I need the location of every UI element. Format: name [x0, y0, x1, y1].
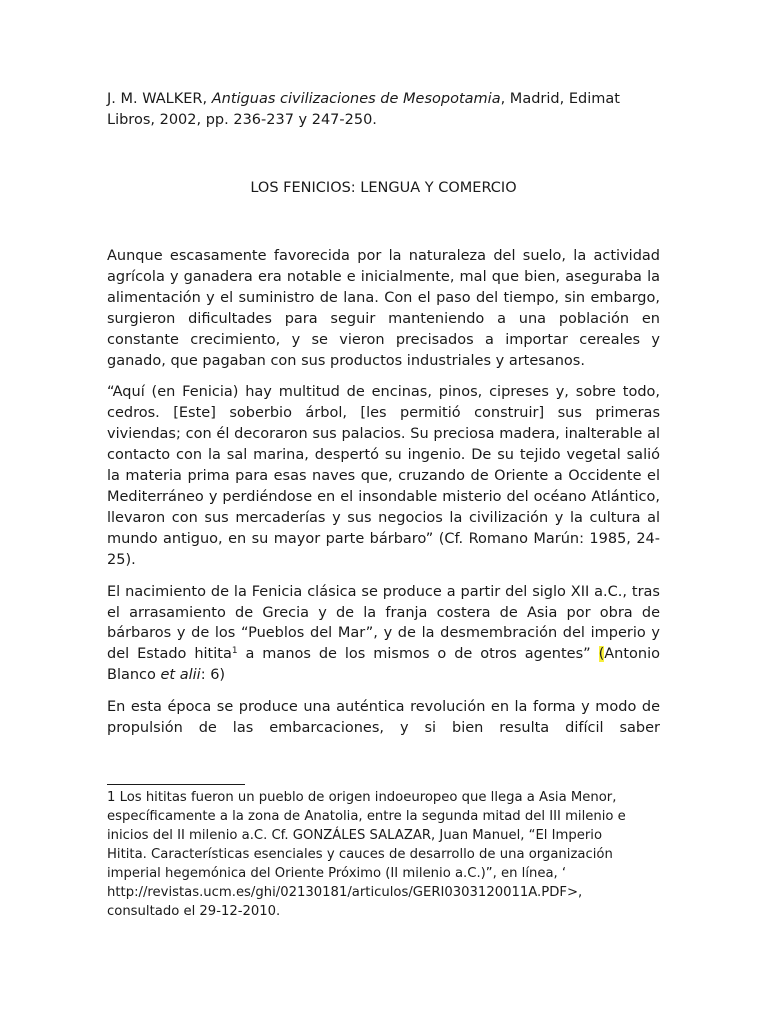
body-text: [107, 246, 660, 750]
paragraph-3: [107, 582, 660, 687]
paragraph-1: Aunque escasamente favorecida por la naturaleza del suelo, la actividad agrícola y ganadera era notable e inicialmente, mal que bien, aseguraba la alimentación y el suministro de lana. Con el paso del tiempo, sin embargo, surgieron dificultades para seguir manteniendo a una población en constante crecimiento, y se vieron precisados a importar cereales y ganado, que pagaban con sus productos industriales y artesanos.: [107, 248, 660, 369]
paragraph-3-text-continued: a manos de los mismos o de otros agentes”: [237, 646, 599, 663]
section-title: LOS FENICIOS: LENGUA Y COMERCIO: [250, 180, 517, 196]
citation-publication-details: , Madrid, Edimat Libros, 2002, pp. 236-237 y 247-250.: [107, 91, 620, 128]
footnote-separator: [107, 784, 245, 785]
footnote-line: inicios del II milenio a.C. Cf. GONZÁLES SALAZAR, Juan Manuel, “El Imperio: [107, 828, 603, 843]
highlighted-parenthesis: (: [598, 646, 605, 663]
footnote-line: consultado el 29-12-2010.: [107, 904, 281, 919]
paragraph-2-quotation: “Aquí (en Fenicia) hay multitud de encinas, pinos, cipreses y, sobre todo, cedros. [Este] soberbio árbol, [les permitió construir] sus primeras viviendas; con él decoraron sus palacios. Su preciosa madera, inalterable al contacto con la sal marina, despertó su ingenio. De su tejido vegetal salió la materia prima para esas naves que, cruzando de Oriente a Occidente el Mediterráneo y perdiéndose en el insondable misterio del océano Atlántico, llevaron con sus mercaderías y sus negocios la civilización y la cultura al mundo antiguo, en su mayor parte bárbaro” (Cf. Romano Marún: 1985, 24-25).: [107, 384, 660, 568]
citation-work-title: Antiguas civilizaciones de Mesopotamia: [211, 91, 501, 107]
paragraph-3-text: El nacimiento de la Fenicia clásica se produce a partir del siglo XII a.C., tras el arrasamiento de Grecia y de la franja costera de Asia por obra de bárbaros y de los “Pueblos del Mar”, y de la desmembración del imperio y del Estado hitita: [107, 583, 660, 663]
footnote-line: específicamente a la zona de Anatolia, entre la segunda mitad del III milenio e: [107, 809, 626, 824]
bibliographic-citation: [107, 89, 660, 131]
footnote-line: imperial hegemónica del Oriente Próximo (II milenio a.C.)”, en línea, ‘: [107, 866, 567, 881]
footnote-reference[interactable]: 1: [231, 646, 238, 657]
footnote-line: 1 Los hititas fueron un pueblo de origen indoeuropeo que llega a Asia Menor,: [107, 790, 617, 805]
citation-author: J. M. WALKER,: [107, 91, 212, 107]
footnote: [107, 788, 660, 921]
source-page: : 6): [200, 667, 226, 684]
footnote-line: Hitita. Características esenciales y cauces de desarrollo de una organización: [107, 847, 613, 862]
paragraph-4: En esta época se produce una auténtica revolución en la forma y modo de propulsión de las embarcaciones, y si bien resulta difícil saber: [107, 699, 660, 737]
source-et-alii: et alii: [160, 667, 201, 684]
footnote-url-line: http://revistas.ucm.es/ghi/02130181/articulos/GERI0303120011A.PDF>,: [107, 885, 583, 900]
source-author: Antonio Blanco: [107, 646, 661, 684]
